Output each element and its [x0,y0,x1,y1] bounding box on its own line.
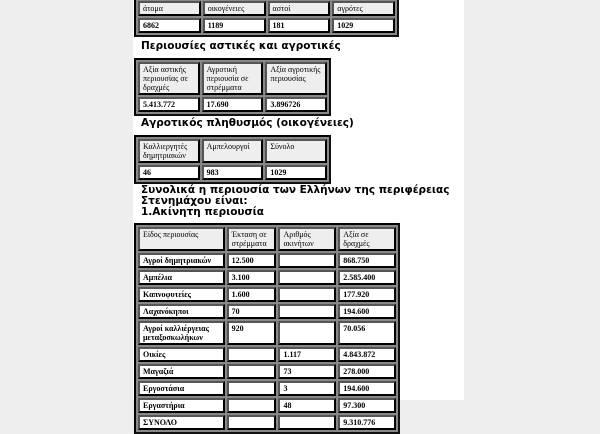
cell: 1189 [203,18,266,33]
cell: 9.310.776 [338,415,396,430]
cell: 278.000 [338,364,396,379]
cell: Αγροί δημητριακών [138,253,225,268]
cell [227,364,277,379]
cell: 177.920 [338,287,396,302]
cell: 70.056 [338,321,396,345]
cell: 73 [278,364,336,379]
cell: Καπνοφυτείες [138,287,225,302]
cell: 70 [227,304,277,319]
table-header-row [138,227,396,251]
cell: 46 [138,165,200,180]
section-heading-properties: Περιουσίες αστικές και αγροτικές [141,40,341,52]
table-row [138,364,396,379]
cell: 194.600 [338,304,396,319]
cell: 920 [227,321,277,345]
cell [278,304,336,319]
header-cell: Αμπελουργοί [202,139,264,163]
cell: 181 [268,18,331,33]
table-header-row [138,1,395,16]
cell [227,398,277,413]
header-cell: Αξία σε δραχμές [338,227,396,251]
cell: 868.750 [338,253,396,268]
rural-population-table [134,135,331,184]
table-row [138,347,396,362]
cell: 17.690 [202,97,264,112]
cell: Μαγαζιά [138,364,225,379]
cell: 97.300 [338,398,396,413]
cell: 3.100 [227,270,277,285]
cell: 2.585.400 [338,270,396,285]
cell: Αγροί καλλιέργειας μεταξοσκωλήκων [138,321,225,345]
header-cell: οικογένειες [203,1,266,16]
section-heading-rural-population: Αγροτικός πληθυσμός (οικογένειες) [141,117,354,129]
cell: 194.600 [338,381,396,396]
cell: 6862 [138,18,201,33]
cell: 1029 [265,165,327,180]
section-heading-total-property [141,185,461,218]
cell: Εργαστήρια [138,398,225,413]
population-table [134,0,399,37]
table-row [138,165,327,180]
cell: Οικίες [138,347,225,362]
cell [278,253,336,268]
cell [278,270,336,285]
property-value-table [134,58,331,116]
cell: 4.843.872 [338,347,396,362]
cell: 5.413.772 [138,97,200,112]
cell [227,381,277,396]
cell: 3.896726 [265,97,327,112]
table-row [138,381,396,396]
table-row [138,398,396,413]
cell: Εργοστάσια [138,381,225,396]
cell: 1029 [332,18,395,33]
total-property-title: Συνολικά η περιουσία των Ελλήνων της περιφέρειας Στενημάχου είναι: [141,184,450,207]
cell [227,415,277,430]
table-row [138,321,396,345]
header-cell: Έκταση σε στρέμματα [227,227,277,251]
cell: 3 [278,381,336,396]
table-row [138,270,396,285]
header-cell: Αγροτική περιουσία σε στρέμματα [202,62,264,95]
table-row [138,97,327,112]
header-cell: Αξία αγροτικής περιουσίας [265,62,327,95]
header-cell: Είδος περιουσίας [138,227,225,251]
document-page [133,0,464,427]
cell: 12.500 [227,253,277,268]
cell: Λαχανόκηποι [138,304,225,319]
table-row [138,18,395,33]
header-cell: Αξία αστικής περιουσίας σε δραχμές [138,62,200,95]
table-row [138,287,396,302]
cell [227,347,277,362]
table-header-row [138,62,327,95]
table-row [138,304,396,319]
header-cell: αγρότες [332,1,395,16]
header-cell: αστοί [268,1,331,16]
cell [278,415,336,430]
cell: Αμπέλια [138,270,225,285]
cell: 1.600 [227,287,277,302]
header-cell: Καλλιεργητές δημητριακών [138,139,200,163]
table-row [138,253,396,268]
header-cell: Αριθμός ακινήτων [278,227,336,251]
cell: 983 [202,165,264,180]
cell [278,321,336,345]
cell: 48 [278,398,336,413]
real-estate-table [134,223,400,434]
table-row-total [138,415,396,430]
cell: ΣΥΝΟΛΟ [138,415,225,430]
real-estate-subtitle: 1.Ακίνητη περιουσία [141,206,264,218]
table-header-row [138,139,327,163]
header-cell: άτομα [138,1,201,16]
cell [278,287,336,302]
cell: 1.117 [278,347,336,362]
header-cell: Σύνολο [265,139,327,163]
